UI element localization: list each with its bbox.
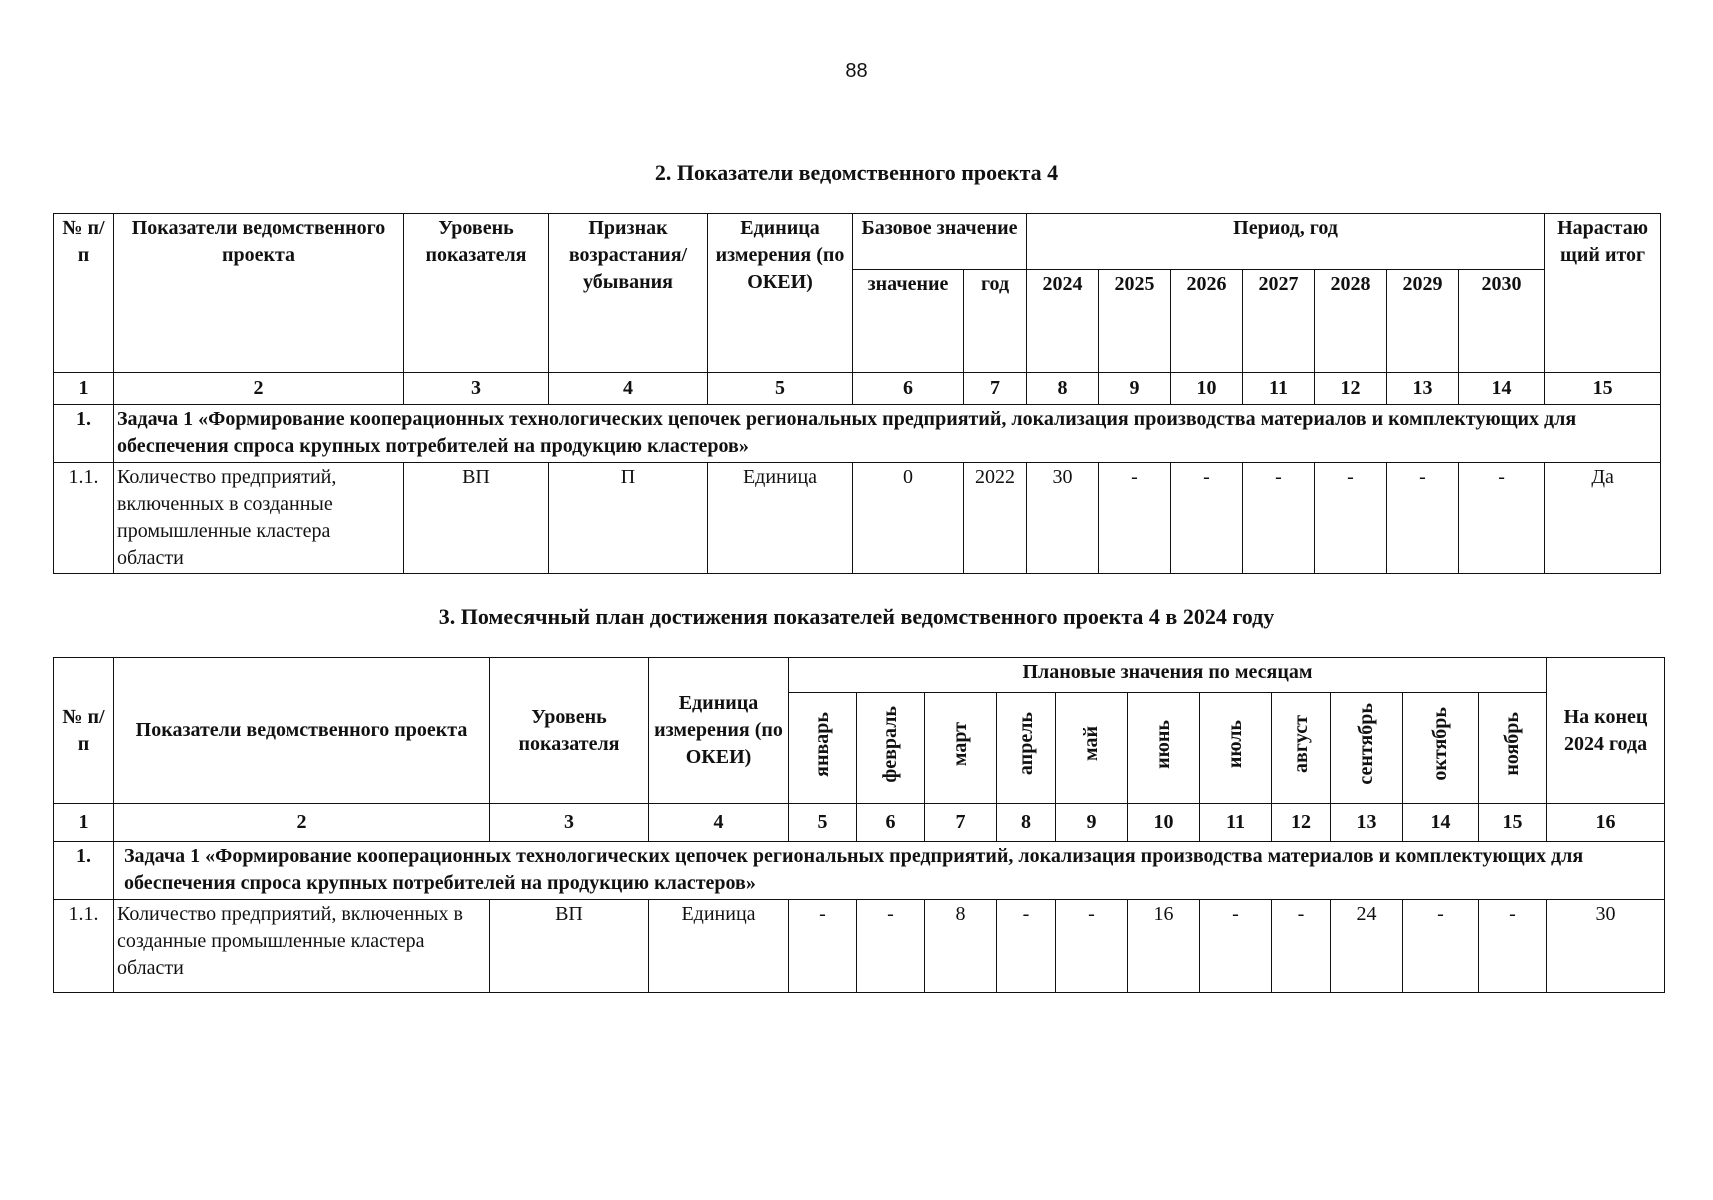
column-number: 6 [857, 804, 925, 842]
column-number: 9 [1099, 373, 1171, 405]
column-number: 13 [1387, 373, 1459, 405]
month-value: 16 [1128, 900, 1200, 993]
section-3-title: 3. Помесячный план достижения показателей ведомственного проекта 4 в 2024 году [438, 604, 1275, 629]
task-number: 1. [54, 842, 114, 900]
column-number: 6 [853, 373, 964, 405]
header-month: ноябрь [1479, 693, 1547, 804]
column-number: 3 [490, 804, 649, 842]
year-value: 30 [1027, 463, 1099, 574]
column-number: 10 [1128, 804, 1200, 842]
header-base-year: год [964, 270, 1027, 373]
column-number: 2 [114, 373, 404, 405]
header-num: № п/п [54, 658, 114, 804]
base-value: 0 [853, 463, 964, 574]
task-number: 1. [54, 405, 114, 463]
header-month: январь [789, 693, 857, 804]
end-of-year-value: 30 [1547, 900, 1665, 993]
year-value: - [1099, 463, 1171, 574]
header-month: июль [1200, 693, 1272, 804]
header-year: 2025 [1099, 270, 1171, 373]
header-sign: Признак возрастания/ убывания [549, 214, 708, 373]
header-month: август [1272, 693, 1331, 804]
task-description: Задача 1 «Формирование кооперационных технологических цепочек региональных предприятий, локализация производства материалов и комплектующих для обеспечения спроса крупных потребителей на продукцию кластеров» [114, 405, 1661, 463]
year-value: - [1171, 463, 1243, 574]
indicator-name: Количество предприятий, включенных в созданные промышленные кластера области [114, 463, 404, 574]
column-number: 2 [114, 804, 490, 842]
column-number: 1 [54, 804, 114, 842]
column-number: 15 [1545, 373, 1661, 405]
column-number: 14 [1403, 804, 1479, 842]
year-value: - [1315, 463, 1387, 574]
header-year: 2024 [1027, 270, 1099, 373]
month-value: - [857, 900, 925, 993]
column-number: 8 [997, 804, 1056, 842]
header-base-value: значение [853, 270, 964, 373]
year-value: - [1459, 463, 1545, 574]
indicator-level: ВП [490, 900, 649, 993]
column-number: 1 [54, 373, 114, 405]
column-number: 11 [1243, 373, 1315, 405]
base-year: 2022 [964, 463, 1027, 574]
header-base: Базовое значение [853, 214, 1027, 270]
header-month: сентябрь [1331, 693, 1403, 804]
header-unit: Единица измерения (по ОКЕИ) [649, 658, 789, 804]
column-number: 5 [789, 804, 857, 842]
monthly-plan-table [53, 657, 1665, 993]
month-value: - [997, 900, 1056, 993]
month-value: - [1272, 900, 1331, 993]
header-month: апрель [997, 693, 1056, 804]
header-end-of-year: На конец 2024 года [1547, 658, 1665, 804]
column-number: 8 [1027, 373, 1099, 405]
column-number: 13 [1331, 804, 1403, 842]
column-number: 7 [925, 804, 997, 842]
header-level: Уровень показателя [404, 214, 549, 373]
column-number: 14 [1459, 373, 1545, 405]
header-month: июнь [1128, 693, 1200, 804]
header-year: 2030 [1459, 270, 1545, 373]
header-year: 2028 [1315, 270, 1387, 373]
column-number: 3 [404, 373, 549, 405]
header-year: 2029 [1387, 270, 1459, 373]
indicator-name: Количество предприятий, включенных в созданные промышленные кластера области [114, 900, 490, 993]
year-value: - [1243, 463, 1315, 574]
header-level: Уровень показателя [490, 658, 649, 804]
column-number: 12 [1315, 373, 1387, 405]
column-number: 15 [1479, 804, 1547, 842]
month-value: 8 [925, 900, 997, 993]
row-number: 1.1. [54, 463, 114, 574]
header-unit: Единица измерения (по ОКЕИ) [708, 214, 853, 373]
indicator-level: ВП [404, 463, 549, 574]
year-value: - [1387, 463, 1459, 574]
column-number: 7 [964, 373, 1027, 405]
indicator-sign: П [549, 463, 708, 574]
month-value: - [1200, 900, 1272, 993]
month-value: - [1056, 900, 1128, 993]
month-value: 24 [1331, 900, 1403, 993]
column-number: 4 [649, 804, 789, 842]
section-2-title: 2. Показатели ведомственного проекта 4 [654, 160, 1059, 185]
header-month: октябрь [1403, 693, 1479, 804]
header-indicator: Показатели ведомственного проекта [114, 658, 490, 804]
column-number: 10 [1171, 373, 1243, 405]
column-number: 11 [1200, 804, 1272, 842]
header-period: Период, год [1027, 214, 1545, 270]
column-number: 4 [549, 373, 708, 405]
indicators-table [53, 213, 1661, 574]
column-number: 9 [1056, 804, 1128, 842]
page-number: 88 [845, 60, 868, 82]
header-monthly: Плановые значения по месяцам [789, 658, 1547, 693]
row-number: 1.1. [54, 900, 114, 993]
month-value: - [1479, 900, 1547, 993]
column-number: 12 [1272, 804, 1331, 842]
month-value: - [1403, 900, 1479, 993]
header-indicator: Показатели ведомственного проекта [114, 214, 404, 373]
cumulative-value: Да [1545, 463, 1661, 574]
indicator-unit: Единица [708, 463, 853, 574]
indicator-unit: Единица [649, 900, 789, 993]
month-value: - [789, 900, 857, 993]
header-month: март [925, 693, 997, 804]
header-month: февраль [857, 693, 925, 804]
column-number: 16 [1547, 804, 1665, 842]
header-cumulative: Нарастаю щий итог [1545, 214, 1661, 373]
column-number: 5 [708, 373, 853, 405]
header-year: 2027 [1243, 270, 1315, 373]
task-description: Задача 1 «Формирование кооперационных технологических цепочек региональных предприятий, локализация производства материалов и комплектующих для обеспечения спроса крупных потребителей на продукцию кластеров» [114, 842, 1665, 900]
header-month: май [1056, 693, 1128, 804]
header-year: 2026 [1171, 270, 1243, 373]
header-num: № п/п [54, 214, 114, 373]
